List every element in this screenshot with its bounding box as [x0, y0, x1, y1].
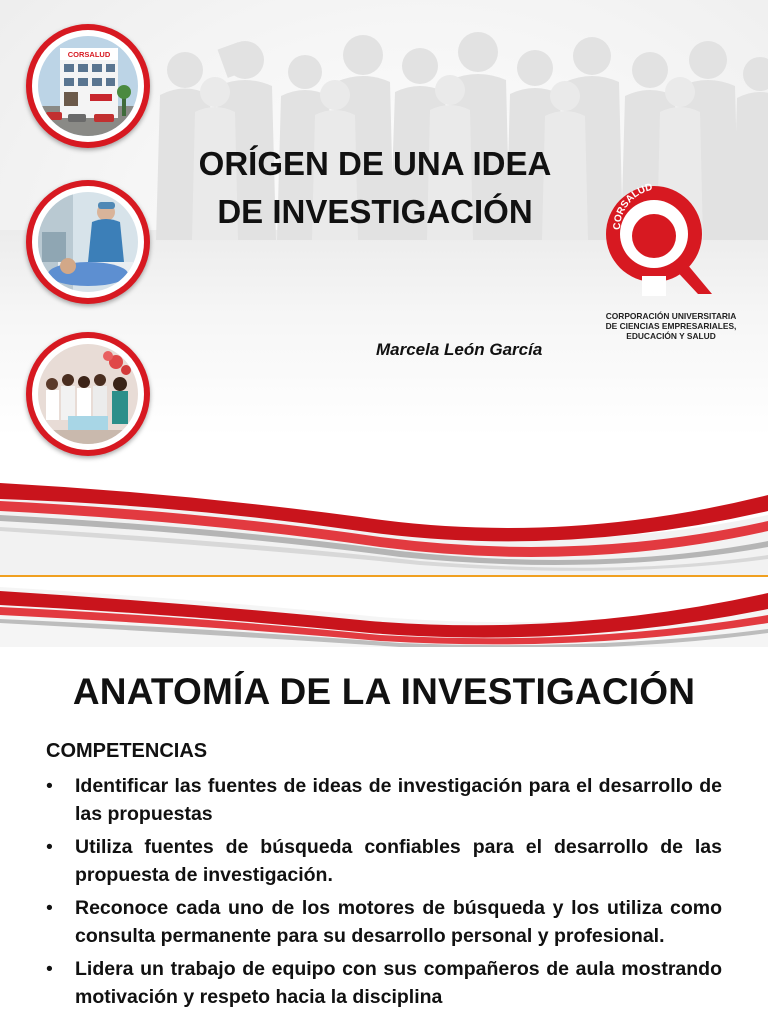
- bullet-text: Reconoce cada uno de los motores de búsqueda y los utiliza como consulta permanente para su desarrollo personal y profesional.: [75, 897, 722, 947]
- content-slide: [0, 577, 768, 1024]
- competencies-list: [46, 773, 722, 1017]
- logo-text: CORSALUD: [611, 181, 654, 231]
- bullet-icon: •: [46, 897, 53, 919]
- bullet-icon: •: [46, 958, 53, 980]
- list-item: [46, 895, 722, 950]
- bullet-text: Utiliza fuentes de búsqueda confiables para el desarrollo de las propuesta de investigación.: [75, 836, 722, 886]
- building-photo: [26, 24, 150, 148]
- section-heading: COMPETENCIAS: [46, 740, 208, 762]
- students-image: [38, 344, 138, 444]
- bullet-text: Lidera un trabajo de equipo con sus compañeros de aula mostrando motivación y respeto hacia la disciplina: [75, 958, 722, 1008]
- medical-photo: [26, 180, 150, 304]
- list-item: [46, 956, 722, 1011]
- slide-title: [150, 140, 600, 236]
- title-line-2: DE INVESTIGACIÓN: [217, 193, 533, 230]
- building-sign: CORSALUD: [67, 50, 111, 59]
- red-waves-header: [0, 577, 768, 647]
- institution-line-3: EDUCACIÓN Y SALUD: [626, 331, 716, 341]
- red-waves-decoration: [0, 455, 768, 575]
- institution-line-1: CORPORACIÓN UNIVERSITARIA: [605, 311, 737, 321]
- slide-title-2: ANATOMÍA DE LA INVESTIGACIÓN: [72, 671, 696, 712]
- title-line-1: ORÍGEN DE UNA IDEA: [198, 145, 552, 182]
- bullet-text: Identificar las fuentes de ideas de investigación para el desarrollo de las propuestas: [75, 775, 722, 825]
- bullet-icon: •: [46, 775, 53, 797]
- institution-name: [598, 311, 744, 341]
- author-name: Marcela León García: [376, 340, 543, 359]
- bullet-icon: •: [46, 836, 53, 858]
- building-image: [38, 36, 138, 136]
- list-item: [46, 834, 722, 889]
- medical-image: [38, 192, 138, 292]
- institution-line-2: DE CIENCIAS EMPRESARIALES,: [605, 321, 737, 331]
- list-item: [46, 773, 722, 828]
- corsalud-logo: [598, 178, 718, 300]
- students-photo: [26, 332, 150, 456]
